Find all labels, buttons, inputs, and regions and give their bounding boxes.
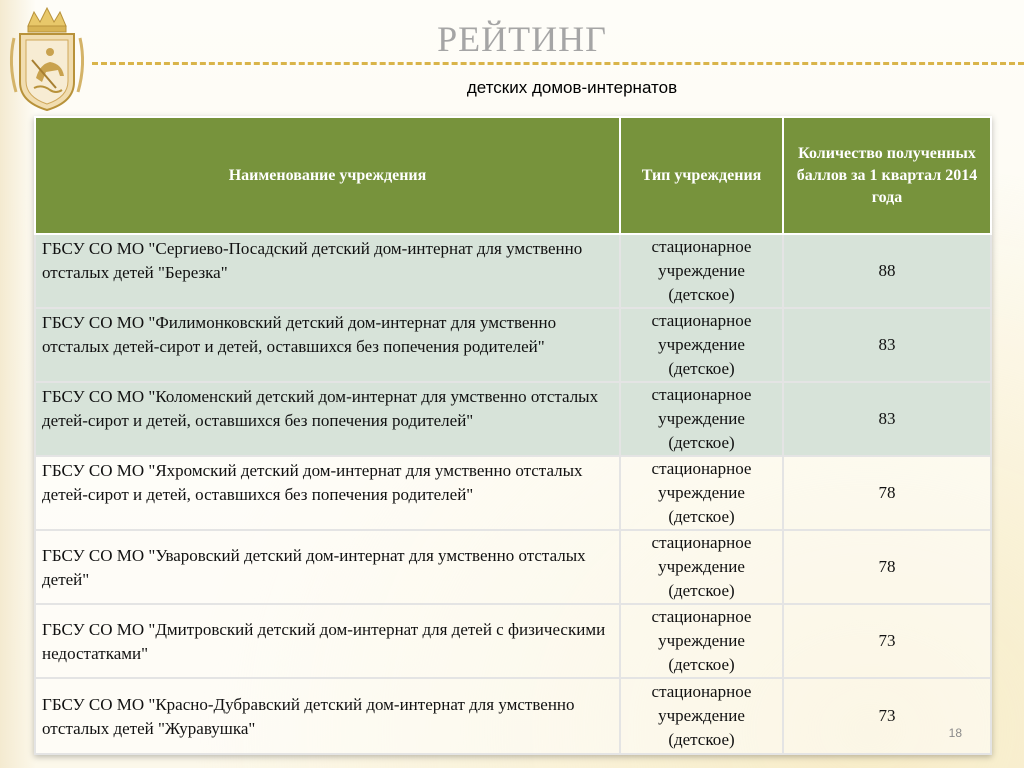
column-header-name: Наименование учреждения [35,117,620,234]
table-row [35,308,991,382]
slide-subtitle: детских домов-интернатов [466,78,678,97]
institution-type-cell: стационарное учреждение (детское) [620,308,783,382]
column-header-type: Тип учреждения [620,117,783,234]
score-cell: 78 [783,530,991,604]
score-cell: 73 [783,604,991,678]
institution-type-cell: стационарное учреждение (детское) [620,678,783,754]
institution-type-cell: стационарное учреждение (детское) [620,604,783,678]
institution-name-cell: ГБСУ СО МО "Дмитровский детский дом-интернат для детей с физическими недостатками" [35,604,620,678]
score-cell: 83 [783,308,991,382]
institution-name-cell: ГБСУ СО МО "Красно-Дубравский детский дом-интернат для умственно отсталых детей "Журавушка" [35,678,620,754]
rating-table-container [34,116,992,755]
table-header-row [35,117,991,234]
institution-name-cell: ГБСУ СО МО "Уваровский детский дом-интернат для умственно отсталых детей" [35,530,620,604]
table-row [35,604,991,678]
slide-title: РЕЙТИНГ [437,19,607,59]
institution-type-cell: стационарное учреждение (детское) [620,456,783,530]
table-row [35,234,991,308]
score-cell: 83 [783,382,991,456]
rating-table [34,116,992,755]
institution-type-cell: стационарное учреждение (детское) [620,234,783,308]
institution-name-cell: ГБСУ СО МО "Яхромский детский дом-интернат для умственно отсталых детей-сирот и детей, оставшихся без попечения родителей" [35,456,620,530]
table-row [35,456,991,530]
score-cell: 78 [783,456,991,530]
institution-name-cell: ГБСУ СО МО "Сергиево-Посадский детский дом-интернат для умственно отсталых детей "Березка" [35,234,620,308]
sidebar-decoration [0,0,36,768]
institution-type-cell: стационарное учреждение (детское) [620,530,783,604]
table-row [35,382,991,456]
title-divider [92,62,1024,65]
page-number: 18 [948,726,962,740]
institution-name-cell: ГБСУ СО МО "Коломенский детский дом-интернат для умственно отсталых детей-сирот и детей, оставшихся без попечения родителей" [35,382,620,456]
column-header-score: Количество полученных баллов за 1 квартал 2014 года [783,117,991,234]
score-cell: 73 [783,678,991,754]
institution-type-cell: стационарное учреждение (детское) [620,382,783,456]
institution-name-cell: ГБСУ СО МО "Филимонковский детский дом-интернат для умственно отсталых детей-сирот и детей, оставшихся без попечения родителей" [35,308,620,382]
table-row [35,530,991,604]
table-row [35,678,991,754]
score-cell: 88 [783,234,991,308]
